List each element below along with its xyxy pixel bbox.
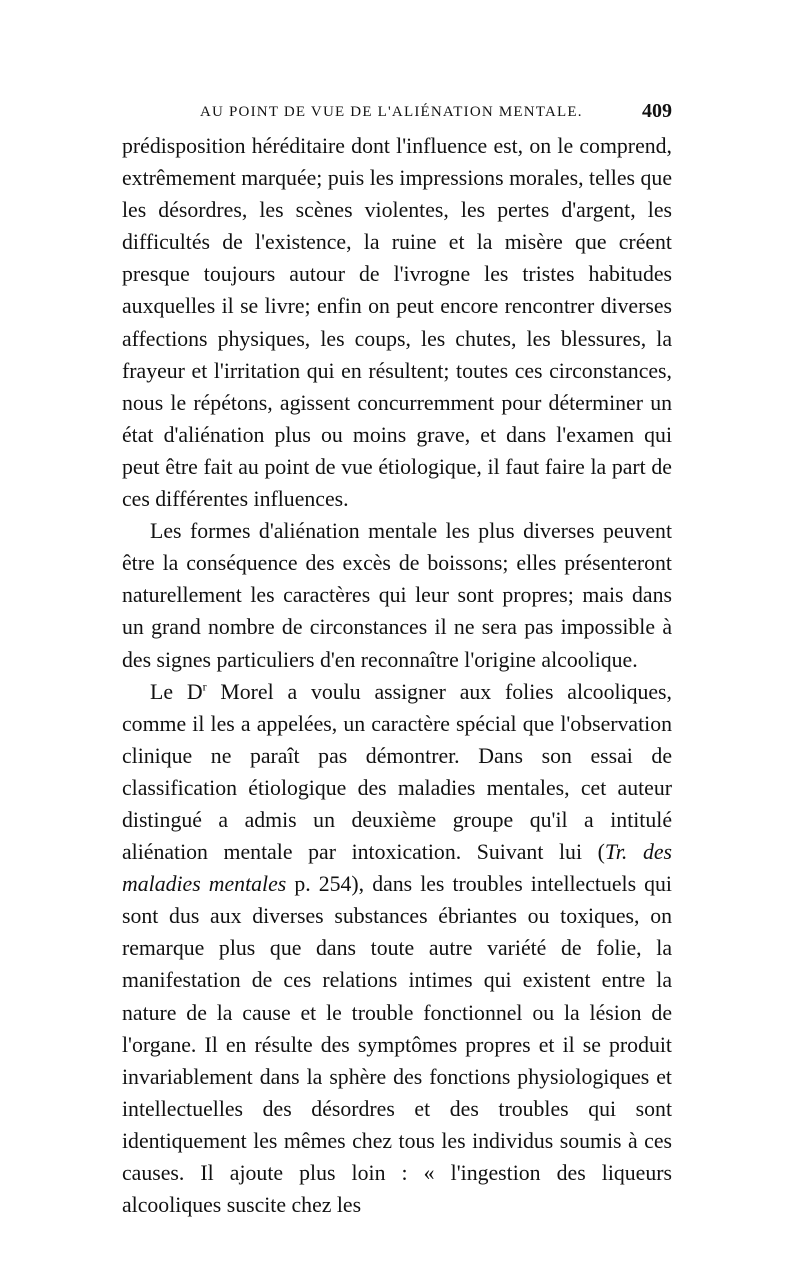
paragraph-3 xyxy=(122,676,672,1222)
paragraph-2 xyxy=(122,515,672,675)
doctor-abbrev: Le D xyxy=(150,679,203,704)
paragraph-3-text: Morel a voulu assigner aux folies alcooliques, comme il les a appelées, un caractère spécial que l'observation clinique ne paraît pas démontrer. Dans son essai de classification étiologique des maladies mentales, cet auteur distingué a admis un deuxième groupe qu'il a intitulé aliénation mentale par intoxication. Suivant lui ( xyxy=(122,679,672,865)
page-number: 409 xyxy=(642,100,672,122)
running-title: AU POINT DE VUE DE L'ALIÉNATION MENTALE. xyxy=(200,104,583,120)
citation-title: Tr. des maladies mentales xyxy=(122,840,672,897)
paragraph-1-text: prédisposition héréditaire dont l'influence est, on le comprend, extrêmement marquée; puis les impressions morales, telles que les désordres, les scènes violentes, les pertes d'argent, les difficultés de l'existence, la ruine et la misère que créent presque toujours autour de l'ivrogne les tristes habitudes auxquelles il se livre; enfin on peut encore rencontrer diverses affections physiques, les coups, les chutes, les blessures, la frayeur et l'irritation qui en résultent; toutes ces circonstances, nous le répétons, agissent concurremment pour déterminer un état d'aliénation plus ou moins grave, et dans l'examen qui peut être fait au point de vue étiologique, il faut faire la part de ces différentes influences. xyxy=(122,134,672,512)
body-text xyxy=(122,130,672,1221)
paragraph-1 xyxy=(122,130,672,515)
running-header xyxy=(122,100,672,130)
doctor-abbrev-superscript: r xyxy=(202,679,207,694)
paragraph-2-text: Les formes d'aliénation mentale les plus diverses peuvent être la conséquence des excès de boissons; elles présenteront naturellement les caractères qui leur sont propres; mais dans un grand nombre de circonstances il ne sera pas impossible à des signes particuliers d'en reconnaître l'origine alcoolique. xyxy=(122,519,672,672)
paragraph-3-continuation: p. 254), dans les troubles intellectuels qui sont dus aux diverses substances ébriantes ou toxiques, on remarque plus que dans toute autre variété de folie, la manifestation de ces relations intimes qui existent entre la nature de la cause et le trouble fonctionnel ou la lésion de l'organe. Il en résulte des symptômes propres et il se produit invariablement dans la sphère des fonctions physiologiques et intellectuelles des désordres et des troubles qui sont identiquement les mêmes chez tous les individus soumis à ces causes. Il ajoute plus loin : « l'ingestion des liqueurs alcooliques suscite chez les xyxy=(122,872,672,1218)
book-page xyxy=(122,100,672,1221)
